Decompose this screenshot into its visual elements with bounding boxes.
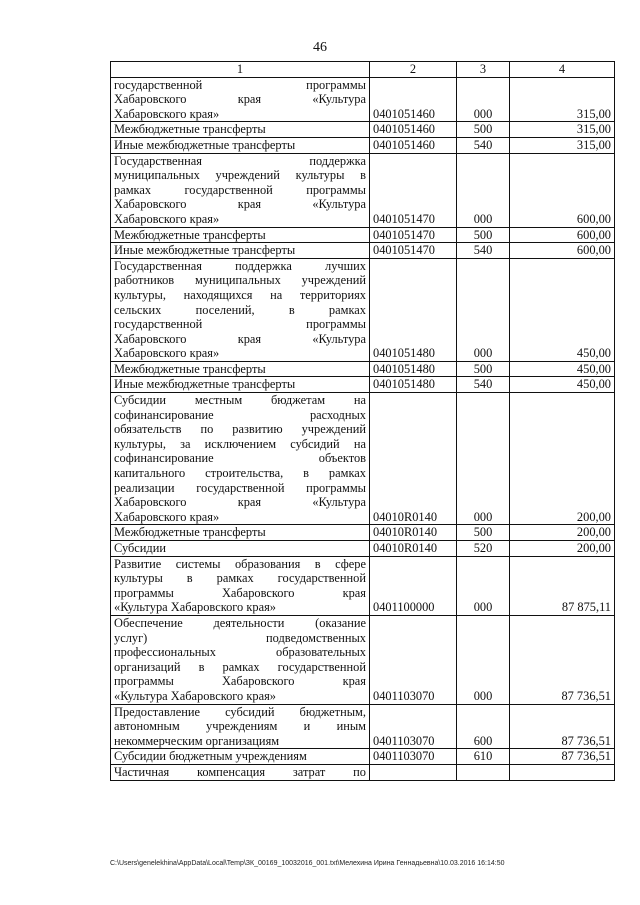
table-row — [111, 541, 615, 557]
row-name-line: Межбюджетные трансферты — [114, 525, 266, 540]
row-name-line: Хабаровского края» — [114, 106, 220, 121]
table-row — [111, 615, 615, 704]
row-sum: 200,00 — [510, 393, 615, 525]
row-code: 0401051480 — [370, 258, 457, 361]
row-name-line: Хабаровского края «Культура — [114, 92, 366, 107]
row-name-line: работников муниципальных учреждений — [114, 273, 366, 288]
header-col-4: 4 — [510, 62, 615, 78]
table-row — [111, 764, 615, 780]
table-row — [111, 153, 615, 227]
row-name-line: программы Хабаровского края — [114, 585, 366, 600]
row-sum: 600,00 — [510, 243, 615, 259]
budget-table — [110, 61, 615, 781]
row-name-line: автономным учреждениям и иным — [114, 719, 366, 734]
file-path-footer: C:\Users\genelekhina\AppData\Local\Temp\ЗК_00169_10032016_001.txt\Мелехина Ирина Геннадьевна\10.03.2016 16:14:50 — [110, 860, 505, 867]
row-name-line: государственной программы — [114, 77, 366, 92]
row-code: 0401051470 — [370, 243, 457, 259]
row-name-line: Иные межбюджетные трансферты — [114, 377, 296, 392]
row-sum: 87 736,51 — [510, 704, 615, 749]
row-name-line: «Культура Хабаровского края» — [114, 600, 276, 615]
row-name-line: Субсидии местным бюджетам на — [114, 393, 366, 408]
table-row — [111, 704, 615, 749]
row-sum: 450,00 — [510, 377, 615, 393]
row-name — [111, 525, 370, 541]
row-name — [111, 764, 370, 780]
header-col-3: 3 — [457, 62, 510, 78]
row-name-line: Межбюджетные трансферты — [114, 361, 266, 376]
row-code: 0401103070 — [370, 749, 457, 765]
row-name-line: Хабаровского края» — [114, 211, 220, 226]
row-name — [111, 243, 370, 259]
row-name-line: организаций в рамках государственной — [114, 659, 366, 674]
page-number: 46 — [313, 40, 327, 55]
row-name-line: Государственная поддержка лучших — [114, 258, 366, 273]
row-vr: 520 — [457, 541, 510, 557]
row-vr: 000 — [457, 556, 510, 615]
row-code: 0401051470 — [370, 227, 457, 243]
row-code: 0401103070 — [370, 615, 457, 704]
row-sum: 87 736,51 — [510, 615, 615, 704]
row-name — [111, 749, 370, 765]
row-name-line: Хабаровского края» — [114, 509, 220, 524]
row-name-line: культуры в рамках государственной — [114, 571, 366, 586]
table-row — [111, 137, 615, 153]
row-name — [111, 227, 370, 243]
row-vr: 610 — [457, 749, 510, 765]
row-name-line: Хабаровского края «Культура — [114, 495, 366, 510]
row-name-line: услуг) подведомственных — [114, 630, 366, 645]
row-name — [111, 258, 370, 361]
table-row — [111, 77, 615, 122]
table-row — [111, 556, 615, 615]
row-vr: 540 — [457, 377, 510, 393]
row-sum: 87 736,51 — [510, 749, 615, 765]
row-vr: 000 — [457, 153, 510, 227]
row-vr: 600 — [457, 704, 510, 749]
row-vr: 500 — [457, 227, 510, 243]
row-vr: 540 — [457, 243, 510, 259]
row-code: 04010R0140 — [370, 525, 457, 541]
row-name — [111, 153, 370, 227]
row-vr: 500 — [457, 122, 510, 138]
row-code: 0401100000 — [370, 556, 457, 615]
row-name-line: капитального строительства, в рамках — [114, 466, 366, 481]
row-sum: 315,00 — [510, 77, 615, 122]
row-name-line: Субсидии бюджетным учреждениям — [114, 749, 307, 764]
row-vr: 000 — [457, 77, 510, 122]
row-name-line: культуры, находящихся на территориях — [114, 287, 366, 302]
row-name-line: Субсидии — [114, 541, 166, 555]
row-sum: 200,00 — [510, 541, 615, 557]
row-code: 04010R0140 — [370, 393, 457, 525]
row-name-line: Межбюджетные трансферты — [114, 122, 266, 137]
row-sum: 200,00 — [510, 525, 615, 541]
table-row — [111, 749, 615, 765]
row-name-line: некоммерческим организациям — [114, 733, 280, 748]
row-name — [111, 77, 370, 122]
row-name-line: софинансирование объектов — [114, 451, 366, 466]
row-name-line: Иные межбюджетные трансферты — [114, 137, 296, 152]
row-code: 0401051480 — [370, 361, 457, 377]
row-vr: 000 — [457, 615, 510, 704]
row-sum: 87 875,11 — [510, 556, 615, 615]
row-name — [111, 704, 370, 749]
row-sum: 315,00 — [510, 137, 615, 153]
row-name-line: Предоставление субсидий бюджетным, — [114, 704, 366, 719]
row-sum: 600,00 — [510, 153, 615, 227]
row-code: 0401051460 — [370, 77, 457, 122]
row-sum: 450,00 — [510, 361, 615, 377]
row-sum: 450,00 — [510, 258, 615, 361]
row-vr: 500 — [457, 525, 510, 541]
row-name — [111, 137, 370, 153]
header-col-2: 2 — [370, 62, 457, 78]
table-row — [111, 377, 615, 393]
row-name — [111, 393, 370, 525]
table-row — [111, 393, 615, 525]
row-code: 0401103070 — [370, 704, 457, 749]
row-name-line: Обеспечение деятельности (оказание — [114, 615, 366, 630]
row-code: 0401051470 — [370, 153, 457, 227]
row-name — [111, 122, 370, 138]
row-code: 0401051460 — [370, 122, 457, 138]
row-name — [111, 615, 370, 704]
row-vr: 000 — [457, 393, 510, 525]
row-vr: 500 — [457, 361, 510, 377]
row-name-line: муниципальных учреждений культуры в — [114, 168, 366, 183]
row-vr — [457, 764, 510, 780]
row-name-line: «Культура Хабаровского края» — [114, 688, 276, 703]
table-header-row — [111, 62, 615, 78]
row-sum: 315,00 — [510, 122, 615, 138]
row-name-line: реализации государственной программы — [114, 480, 366, 495]
row-name-line: обязательств по развитию учреждений — [114, 422, 366, 437]
row-name-line: сельских поселений, в рамках — [114, 302, 366, 317]
row-name-line: государственной программы — [114, 317, 366, 332]
table-row — [111, 525, 615, 541]
row-code: 0401051460 — [370, 137, 457, 153]
row-name-line: Иные межбюджетные трансферты — [114, 243, 296, 258]
row-code — [370, 764, 457, 780]
row-name — [111, 361, 370, 377]
row-name — [111, 556, 370, 615]
row-name-line: программы Хабаровского края — [114, 674, 366, 689]
row-sum: 600,00 — [510, 227, 615, 243]
row-name-line: софинансирование расходных — [114, 407, 366, 422]
row-name-line: профессиональных образовательных — [114, 645, 366, 660]
row-vr: 000 — [457, 258, 510, 361]
row-code: 04010R0140 — [370, 541, 457, 557]
row-vr: 540 — [457, 137, 510, 153]
row-name-line: Частичная компенсация затрат по — [114, 764, 366, 779]
header-col-1: 1 — [111, 62, 370, 78]
table-row — [111, 258, 615, 361]
row-name — [111, 541, 370, 557]
row-name-line: Хабаровского края «Культура — [114, 331, 366, 346]
row-name-line: Государственная поддержка — [114, 153, 366, 168]
table-row — [111, 361, 615, 377]
row-name-line: рамках государственной программы — [114, 182, 366, 197]
row-name-line: Межбюджетные трансферты — [114, 227, 266, 242]
row-sum — [510, 764, 615, 780]
row-code: 0401051480 — [370, 377, 457, 393]
table-row — [111, 227, 615, 243]
row-name-line: Хабаровского края» — [114, 346, 220, 361]
row-name-line: культуры, за исключением субсидий на — [114, 436, 366, 451]
row-name-line: Развитие системы образования в сфере — [114, 556, 366, 571]
table-row — [111, 243, 615, 259]
row-name-line: Хабаровского края «Культура — [114, 197, 366, 212]
row-name — [111, 377, 370, 393]
table-row — [111, 122, 615, 138]
